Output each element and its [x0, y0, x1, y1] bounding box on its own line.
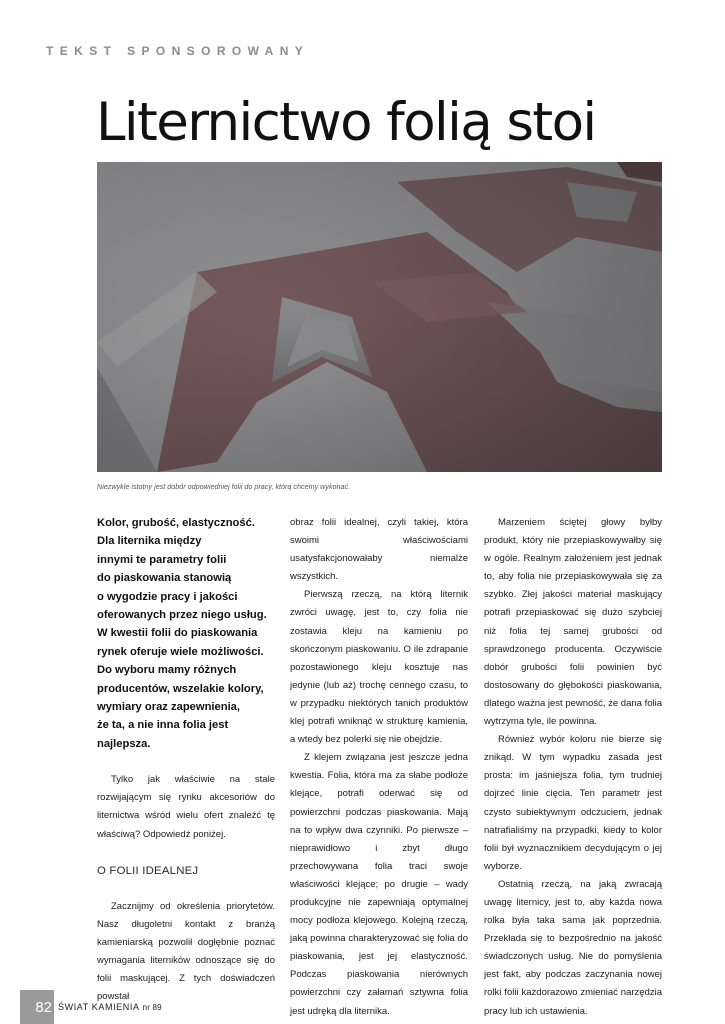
magazine-title: ŚWIAT KAMIENIA — [58, 1002, 140, 1012]
lead-line: oferowanych przez niego usług. — [97, 609, 267, 622]
body-paragraph: Z klejem związana jest jeszcze jedna kwestia. Folia, która ma za słabe podłoże klejące, potrafi oderwać się od powierzchni podczas piaskowania. Mają na to wpływ dwa czynniki. Po pierwsze – nieprawidłowo i zbyt długo przechowywana folia traci swoje właściwości klejące; po drugie – wady produkcyjne nie zapewniają optymalnej mocy podłoża klejowego. Kolejną rzeczą, jaką powinna charakteryzować się folia do piaskowania, jest jej elastyczność. Podczas piaskowania nierównych powierzchni czy załamań sztywna folia jest udręką dla liternika. — [290, 752, 468, 1017]
lead-line: Do wyboru mamy różnych — [97, 664, 237, 677]
photo-caption: Niezwykle istotny jest dobór odpowiedniej folii do pracy, którą chcemy wykonać. — [97, 482, 351, 491]
magazine-name — [58, 1002, 162, 1012]
section-heading: O FOLII IDEALNEJ — [97, 864, 199, 877]
lead-line: innymi te parametry folii — [97, 553, 227, 566]
body-paragraph: Pierwszą rzeczą, na którą liternik zwróci uwagę, jest to, czy folia nie zostawia kleju na kamieniu po skończonym piaskowaniu. O ile zdrapanie pozostawionego kleju kosztuje nas jedynie (lub aż) trochę cennego czasu, to w przypadku niektórych tanich produktów klej potrafi wniknąć w strukturę kamienia, a wtedy bez polerki się nie obejdzie. — [290, 589, 468, 746]
lead-line: W kwestii folii do piaskowania — [97, 627, 258, 640]
intro-paragraph: Tylko jak właściwie na stale rozwijającym się rynku akcesoriów do liternictwa wśród wielu ofert znaleźć tę właściwą? Odpowiedź poniżej. — [97, 774, 275, 840]
lead-line: o wygodzie pracy i jakości — [97, 590, 238, 603]
lead-line: najlepsza. — [97, 737, 151, 750]
text-column-1 — [97, 514, 275, 1006]
page-number: 82 — [20, 990, 54, 1024]
engraved-stone-letters-image — [97, 162, 662, 472]
issue-number: nr 89 — [142, 1003, 162, 1012]
body-paragraph: obraz folii idealnej, czyli takiej, która swoimi właściwościami usatysfakcjonowałaby niemalże wszystkich. — [290, 517, 468, 583]
article-photo — [97, 162, 662, 472]
body-paragraph: Ostatnią rzeczą, na jaką zwracają uwagę liternicy, jest to, aby każda nowa rolka była taka sama jak poprzednia. Przekłada się to bezpośrednio na jakość świadczonych usług. Nie do pomyślenia jest fakt, aby podczas zaczynania nowej rolki folii każdorazowo zmieniać narzędzia pracy lub ich ustawienia. — [484, 878, 662, 1017]
body-paragraph: Marzeniem ściętej głowy byłby produkt, który nie przepiaskowywałby się w ogóle. Realnym założeniem jest jednak to, aby folia nie przepiaskowywała się za szybko. Złej jakości materiał maskujący potrafi przepiaskować się dużo szybciej niż folia tej samej grubości od sprawdzonego producenta. Oczywiście dobór grubości folii powinien być dostosowany do głębokości piaskowania, dlatego ważna jest pewność, że dana folia wytrzyma tyle, ile powinna. — [484, 517, 662, 728]
sponsored-label: TEKST SPONSOROWANY — [46, 44, 310, 58]
article-title: Liternictwo folią stoi — [96, 92, 596, 153]
article-lead — [97, 514, 275, 753]
lead-line: wymiary oraz zapewnienia, — [97, 701, 241, 714]
body-paragraph: Również wybór koloru nie bierze się znikąd. W tym wypadku zasada jest prosta: im jaśniejsza folia, tym trudniej dojrzeć linie cięcia. Ten parametr jest czysto subiektywnym odczuciem, jednak natrafialiśmy na przypadki, kiedy to kolor folii był wyznacznikiem decydującym o jej wyborze. — [484, 734, 662, 872]
text-column-2 — [290, 514, 468, 1021]
lead-line: producentów, wszelakie kolory, — [97, 682, 264, 695]
text-column-3 — [484, 514, 662, 1021]
lead-line: do piaskowania stanowią — [97, 572, 232, 585]
lead-line: że ta, a nie inna folia jest — [97, 719, 229, 732]
lead-line: Dla liternika między — [97, 535, 202, 548]
lead-line: Kolor, grubość, elastyczność. — [97, 517, 255, 529]
body-paragraph: Zacznijmy od określenia priorytetów. Nasz długoletni kontakt z branżą kamieniarską pozwolił dogłębnie poznać wymagania liternikόw odnoszące się do folii maskującej. Z tych doświadczeń powstał — [97, 900, 275, 1003]
page-footer — [20, 990, 162, 1024]
lead-line: rynek oferuje wiele możliwości. — [97, 645, 264, 658]
